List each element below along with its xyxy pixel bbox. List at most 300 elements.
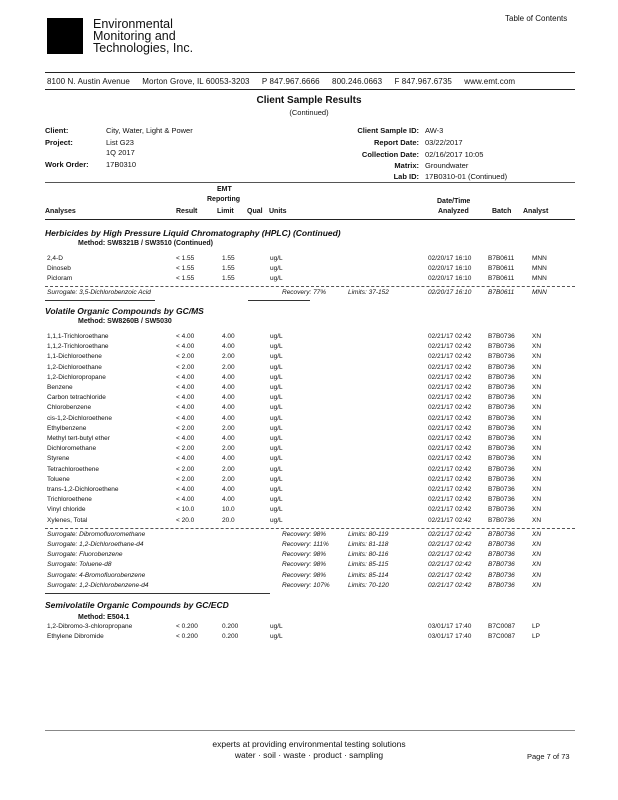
cell-analyst: XN	[532, 496, 542, 504]
cell-batch: B7B0736	[488, 343, 515, 351]
cell-analyzed: 03/01/17 17:40	[428, 623, 472, 630]
cell-limit: 1.55	[222, 255, 235, 262]
cell-limit: 10.0	[222, 506, 235, 514]
project-value-period: 1Q 2017	[106, 148, 135, 157]
cell-analysis: 1,1-Dichloroethene	[47, 353, 102, 361]
cell-limit: 4.00	[222, 496, 235, 504]
surrogate-analyzed: 02/21/17 02:42	[428, 530, 472, 538]
cell-batch: B7B0736	[488, 486, 515, 493]
cell-limit: 4.00	[222, 414, 235, 422]
col-result: Result	[176, 208, 198, 215]
cell-limit: 4.00	[222, 333, 235, 340]
surrogate-batch: B7B0611	[488, 289, 515, 296]
cell-analysis: Dichloromethane	[47, 445, 97, 453]
table-row	[0, 425, 618, 435]
cell-analyst: LP	[532, 633, 540, 640]
cell-analysis: trans-1,2-Dichloroethene	[47, 486, 119, 493]
cell-analysis: Dinoseb	[47, 265, 71, 272]
cell-units: ug/L	[270, 424, 283, 432]
cell-result: < 2.00	[176, 353, 195, 361]
cell-limit: 4.00	[222, 435, 235, 442]
section-title-volatile: Volatile Organic Compounds by GC/MS	[45, 306, 204, 316]
cell-result: < 1.55	[176, 265, 195, 272]
surrogate-analysis: Surrogate: 1,2-Dichlorobenzene-d4	[47, 581, 149, 589]
cell-result: < 4.00	[176, 333, 195, 340]
cell-result: < 4.00	[176, 435, 195, 442]
cell-result: < 4.00	[176, 384, 195, 391]
surrogate-row	[0, 572, 618, 582]
cell-units: ug/L	[270, 333, 283, 340]
surrogate-recovery: Recovery: 98%	[282, 571, 327, 579]
surrogate-batch: B7B0736	[488, 551, 515, 559]
surrogate-analysis: Surrogate: Fluorobenzene	[47, 551, 123, 559]
cell-analysis: Vinyl chloride	[47, 506, 86, 514]
address-tollfree: 800.246.0663	[332, 77, 383, 86]
cell-analyst: XN	[532, 424, 542, 432]
surrogate-row	[0, 541, 618, 551]
cell-batch: B7B0736	[488, 353, 515, 361]
cell-analyst: XN	[532, 506, 542, 514]
cell-batch: B7B0611	[488, 265, 515, 272]
surrogate-analysis: Surrogate: Dibromofluoromethane	[47, 530, 146, 538]
cell-units: ug/L	[270, 353, 283, 361]
col-datetime: Date/Time	[437, 198, 471, 205]
cell-analyzed: 02/21/17 02:42	[428, 363, 472, 371]
surrogate-limits: Limits: 37-152	[348, 289, 389, 296]
cell-units: ug/L	[270, 373, 283, 381]
footer-rule	[45, 730, 575, 731]
cell-units: ug/L	[270, 445, 283, 453]
table-row	[0, 517, 618, 527]
cell-analyzed: 02/21/17 02:42	[428, 384, 472, 391]
surrogate-analyzed: 02/21/17 02:42	[428, 561, 472, 569]
project-label: Project:	[45, 138, 73, 147]
surrogate-limits: Limits: 70-120	[348, 581, 389, 589]
col-analyzed: Analyzed	[438, 208, 469, 215]
surrogate-analysis: Surrogate: 4-Bromofluorobenzene	[47, 571, 146, 579]
cell-units: ug/L	[270, 363, 283, 371]
surrogate-limits: Limits: 80-119	[348, 530, 389, 538]
cell-limit: 4.00	[222, 486, 235, 493]
cell-analyst: XN	[532, 333, 542, 340]
cell-batch: B7B0611	[488, 255, 515, 262]
cell-limit: 0.200	[222, 623, 239, 630]
cell-analyst: XN	[532, 353, 542, 361]
collection-date-value: 02/16/2017 10:05	[425, 150, 484, 159]
cell-result: < 1.55	[176, 275, 195, 282]
company-name-line3: Technologies, Inc.	[93, 41, 194, 55]
cell-analyzed: 02/20/17 16:10	[428, 265, 472, 272]
table-row	[0, 486, 618, 496]
cell-analyst: XN	[532, 394, 542, 402]
cell-analysis: Trichloroethene	[47, 496, 92, 504]
cell-analyzed: 02/21/17 02:42	[428, 424, 472, 432]
surrogate-analyst: XN	[532, 571, 542, 579]
report-title: Client Sample Results	[256, 95, 362, 106]
client-label: Client:	[45, 126, 69, 135]
cell-result: < 2.00	[176, 475, 195, 483]
surrogate-recovery: Recovery: 111%	[282, 541, 329, 548]
cell-analyzed: 02/21/17 02:42	[428, 394, 472, 402]
table-of-contents-link[interactable]: Table of Contents	[505, 14, 568, 23]
cell-batch: B7B0736	[488, 496, 515, 504]
cell-batch: B7B0736	[488, 373, 515, 381]
cell-units: ug/L	[270, 414, 283, 422]
cell-units: ug/L	[270, 343, 283, 351]
section-title-semivolatile: Semivolatile Organic Compounds by GC/ECD	[45, 600, 229, 610]
surrogate-divider	[45, 286, 575, 287]
cell-analyzed: 02/21/17 02:42	[428, 496, 472, 504]
sample-id-value: AW-3	[425, 126, 444, 135]
cell-analyst: MNN	[532, 255, 547, 262]
cell-limit: 2.00	[222, 465, 235, 473]
cell-result: < 4.00	[176, 404, 195, 412]
col-analyses: Analyses	[45, 208, 76, 215]
cell-analysis: Chlorobenzene	[47, 404, 92, 412]
cell-analyzed: 02/21/17 02:42	[428, 353, 472, 361]
cell-limit: 1.55	[222, 275, 235, 282]
cell-result: < 4.00	[176, 373, 195, 381]
surrogate-analyzed: 02/21/17 02:42	[428, 541, 472, 548]
cell-analyst: XN	[532, 516, 542, 524]
cell-analysis: Tetrachloroethene	[47, 465, 100, 473]
cell-limit: 1.55	[222, 265, 235, 272]
address-city: Morton Grove, IL 60053-3203	[142, 77, 250, 86]
cell-analysis: 2,4-D	[47, 255, 63, 262]
table-row	[0, 333, 618, 343]
cell-units: ug/L	[270, 623, 283, 630]
surrogate-limits: Limits: 85-114	[348, 571, 389, 579]
cell-units: ug/L	[270, 275, 283, 282]
cell-result: < 4.00	[176, 414, 195, 422]
cell-analysis: Carbon tetrachloride	[47, 394, 106, 402]
col-reporting: Reporting	[207, 196, 241, 203]
cell-analyst: XN	[532, 414, 542, 422]
surrogate-recovery: Recovery: 98%	[282, 561, 327, 569]
table-row	[0, 466, 618, 476]
cell-analysis: Ethylene Dibromide	[47, 633, 104, 640]
cell-analyzed: 02/21/17 02:42	[428, 414, 472, 422]
cell-result: < 4.00	[176, 486, 195, 493]
cell-batch: B7B0736	[488, 404, 515, 412]
cell-analyst: XN	[532, 455, 542, 463]
cell-analyzed: 03/01/17 17:40	[428, 633, 472, 640]
cell-analyst: XN	[532, 363, 542, 371]
surrogate-analyzed: 02/20/17 16:10	[428, 289, 472, 296]
address-fax: F 847.967.6735	[394, 77, 452, 86]
surrogate-batch: B7B0736	[488, 581, 515, 589]
cell-result: < 1.55	[176, 255, 195, 262]
surrogate-limits: Limits: 85-115	[348, 561, 389, 569]
surrogate-analyst: XN	[532, 581, 542, 589]
table-row	[0, 275, 618, 285]
cell-units: ug/L	[270, 455, 283, 463]
matrix-value: Groundwater	[425, 161, 469, 170]
col-batch: Batch	[492, 208, 512, 215]
cell-analysis: Methyl tert-butyl ether	[47, 435, 110, 442]
report-date-value: 03/22/2017	[425, 138, 463, 147]
footer-services: water · soil · waste · product · sampling	[234, 750, 384, 760]
surrogate-recovery: Recovery: 107%	[282, 581, 330, 589]
cell-limit: 2.00	[222, 353, 235, 361]
cell-analyzed: 02/21/17 02:42	[428, 373, 472, 381]
cell-units: ug/L	[270, 496, 283, 504]
cell-batch: B7B0736	[488, 424, 515, 432]
table-row	[0, 364, 618, 374]
cell-batch: B7B0736	[488, 445, 515, 453]
cell-analyzed: 02/20/17 16:10	[428, 255, 472, 262]
cell-batch: B7B0736	[488, 465, 515, 473]
surrogate-analyzed: 02/21/17 02:42	[428, 571, 472, 579]
cell-result: < 0.200	[176, 633, 198, 640]
cell-result: < 2.00	[176, 445, 195, 453]
cell-analyzed: 02/21/17 02:42	[428, 435, 472, 442]
address-bar	[47, 77, 525, 86]
cell-analyst: XN	[532, 445, 542, 453]
cell-limit: 4.00	[222, 455, 235, 463]
table-row	[0, 343, 618, 353]
cell-batch: B7B0736	[488, 363, 515, 371]
cell-analyst: XN	[532, 435, 542, 442]
cell-units: ug/L	[270, 404, 283, 412]
surrogate-analyst: MNN	[532, 289, 547, 296]
cell-batch: B7B0736	[488, 394, 515, 402]
cell-units: ug/L	[270, 633, 283, 640]
cell-analysis: 1,2-Dichloroethane	[47, 363, 102, 371]
footer-tagline: experts at providing environmental testing solutions	[212, 739, 406, 749]
surrogate-batch: B7B0736	[488, 561, 515, 569]
cell-result: < 2.00	[176, 465, 195, 473]
cell-result: < 2.00	[176, 363, 195, 371]
cell-limit: 4.00	[222, 373, 235, 381]
cell-analyzed: 02/21/17 02:42	[428, 475, 472, 483]
cell-result: < 0.200	[176, 623, 198, 630]
cell-analyzed: 02/21/17 02:42	[428, 455, 472, 463]
surrogate-row	[0, 561, 618, 571]
col-qual: Qual	[247, 208, 263, 215]
cell-result: < 20.0	[176, 516, 195, 524]
surrogate-recovery: Recovery: 98%	[282, 530, 327, 538]
cell-units: ug/L	[270, 265, 283, 272]
cell-analyzed: 02/21/17 02:42	[428, 516, 472, 524]
surrogate-analysis: Surrogate: 3,5-Dichlorobenzoic Acid	[47, 289, 151, 296]
project-value: List G23	[106, 138, 134, 147]
cell-analyst: XN	[532, 465, 542, 473]
surrogate-recovery: Recovery: 98%	[282, 551, 327, 559]
cell-units: ug/L	[270, 475, 283, 483]
method-semivolatile: Method: E504.1	[78, 614, 130, 621]
company-name-line1: Environmental	[93, 17, 173, 31]
cell-result: < 2.00	[176, 424, 195, 432]
surrogate-analyst: XN	[532, 551, 542, 559]
report-subtitle: (Continued)	[289, 108, 329, 117]
cell-analysis: Ethylbenzene	[47, 424, 87, 432]
cell-analyst: XN	[532, 384, 542, 391]
address-street: 8100 N. Austin Avenue	[47, 77, 130, 86]
cell-analyst: XN	[532, 373, 542, 381]
section-end-line	[45, 593, 270, 594]
cell-result: < 4.00	[176, 496, 195, 504]
cell-batch: B7C0087	[488, 623, 516, 630]
cell-analyst: MNN	[532, 265, 547, 272]
table-row	[0, 374, 618, 384]
cell-analyst: MNN	[532, 275, 547, 282]
cell-batch: B7B0736	[488, 506, 515, 514]
method-volatile: Method: SW8260B / SW5030	[78, 318, 172, 325]
cell-analyst: LP	[532, 623, 540, 630]
cell-analyst: XN	[532, 486, 542, 493]
table-row	[0, 445, 618, 455]
cell-limit: 2.00	[222, 363, 235, 371]
sample-id-label: Client Sample ID:	[357, 126, 419, 135]
cell-analyzed: 02/21/17 02:42	[428, 343, 472, 351]
cell-analyzed: 02/20/17 16:10	[428, 275, 472, 282]
matrix-label: Matrix:	[394, 161, 419, 170]
page-number: Page 7 of 73	[527, 752, 570, 761]
cell-batch: B7B0736	[488, 333, 515, 340]
cell-analyzed: 02/21/17 02:42	[428, 445, 472, 453]
table-row	[0, 623, 618, 633]
cell-analysis: cis-1,2-Dichloroethene	[47, 414, 113, 422]
cell-analysis: Toluene	[47, 475, 70, 483]
table-row	[0, 455, 618, 465]
cell-units: ug/L	[270, 465, 283, 473]
surrogate-divider	[45, 528, 575, 529]
table-row	[0, 435, 618, 445]
cell-limit: 4.00	[222, 394, 235, 402]
cell-result: < 4.00	[176, 455, 195, 463]
cell-limit: 2.00	[222, 475, 235, 483]
method-herbicides: Method: SW8321B / SW3510 (Continued)	[78, 240, 213, 247]
cell-analyzed: 02/21/17 02:42	[428, 465, 472, 473]
surrogate-recovery: Recovery: 77%	[282, 289, 327, 296]
surrogate-analyzed: 02/21/17 02:42	[428, 581, 472, 589]
surrogate-batch: B7B0736	[488, 530, 515, 538]
lab-id-label: Lab ID:	[393, 172, 419, 181]
cell-result: < 4.00	[176, 394, 195, 402]
section-end-line	[248, 300, 310, 301]
section-title-herbicides: Herbicides by High Pressure Liquid Chromatography (HPLC) (Continued)	[45, 228, 341, 238]
table-row	[0, 384, 618, 394]
surrogate-limits: Limits: 81-118	[348, 541, 389, 548]
cell-units: ug/L	[270, 486, 283, 493]
surrogate-analyst: XN	[532, 541, 542, 548]
cell-analyzed: 02/21/17 02:42	[428, 506, 472, 514]
cell-units: ug/L	[270, 516, 283, 524]
address-rule	[45, 89, 575, 90]
lab-id-value: 17B0310-01 (Continued)	[425, 172, 508, 181]
table-row	[0, 476, 618, 486]
table-row	[0, 353, 618, 363]
company-logo	[47, 18, 83, 54]
table-row	[0, 255, 618, 265]
cell-limit: 2.00	[222, 424, 235, 432]
table-row	[0, 415, 618, 425]
cell-limit: 4.00	[222, 404, 235, 412]
cell-units: ug/L	[270, 255, 283, 262]
company-name-line2: Monitoring and	[93, 29, 176, 43]
column-header-rule	[45, 219, 575, 220]
cell-units: ug/L	[270, 435, 283, 442]
cell-analyzed: 02/21/17 02:42	[428, 486, 472, 493]
cell-batch: B7B0736	[488, 435, 515, 442]
collection-date-label: Collection Date:	[361, 150, 419, 159]
cell-result: < 10.0	[176, 506, 195, 514]
cell-analysis: 1,1,1-Trichloroethane	[47, 333, 109, 340]
table-row	[0, 633, 618, 643]
surrogate-row	[0, 289, 618, 299]
table-row	[0, 404, 618, 414]
table-row	[0, 506, 618, 516]
cell-batch: B7B0611	[488, 275, 515, 282]
surrogate-analysis: Surrogate: Toluene-d8	[47, 561, 112, 569]
surrogate-row	[0, 582, 618, 592]
cell-analyzed: 02/21/17 02:42	[428, 404, 472, 412]
table-row	[0, 394, 618, 404]
cell-batch: B7B0736	[488, 516, 515, 524]
col-units: Units	[269, 208, 287, 215]
cell-analyst: XN	[532, 475, 542, 483]
cell-analysis: Picloram	[47, 275, 73, 282]
company-name	[93, 18, 193, 54]
table-row	[0, 265, 618, 275]
cell-analysis: Styrene	[47, 455, 70, 463]
info-rule	[45, 182, 575, 183]
cell-analyst: XN	[532, 343, 542, 351]
cell-analyzed: 02/21/17 02:42	[428, 333, 472, 340]
cell-units: ug/L	[270, 384, 283, 391]
cell-analysis: Xylenes, Total	[47, 516, 88, 524]
surrogate-batch: B7B0736	[488, 571, 515, 579]
cell-limit: 4.00	[222, 343, 235, 351]
surrogate-row	[0, 531, 618, 541]
cell-analysis: 1,1,2-Trichloroethane	[47, 343, 109, 351]
surrogate-limits: Limits: 80-116	[348, 551, 389, 559]
cell-batch: B7B0736	[488, 475, 515, 483]
work-order-value: 17B0310	[106, 160, 137, 169]
cell-analysis: 1,2-Dibromo-3-chloropropane	[47, 623, 133, 630]
cell-analysis: 1,2-Dichloropropane	[47, 373, 106, 381]
cell-limit: 4.00	[222, 384, 235, 391]
client-value: City, Water, Light & Power	[106, 126, 193, 135]
cell-limit: 20.0	[222, 516, 235, 524]
cell-batch: B7B0736	[488, 384, 515, 391]
cell-batch: B7C0087	[488, 633, 516, 640]
cell-batch: B7B0736	[488, 455, 515, 463]
col-emt: EMT	[217, 186, 232, 193]
section-end-line	[45, 300, 155, 301]
cell-analyst: XN	[532, 404, 542, 412]
surrogate-batch: B7B0736	[488, 541, 515, 548]
cell-limit: 2.00	[222, 445, 235, 453]
address-web: www.emt.com	[464, 77, 516, 86]
surrogate-analyst: XN	[532, 561, 542, 569]
address-phone: P 847.967.6666	[261, 77, 320, 86]
cell-units: ug/L	[270, 506, 283, 514]
surrogate-analyzed: 02/21/17 02:42	[428, 551, 472, 559]
cell-analysis: Benzene	[47, 384, 73, 391]
surrogate-analysis: Surrogate: 1,2-Dichloroethane-d4	[47, 541, 144, 548]
cell-batch: B7B0736	[488, 414, 515, 422]
surrogate-analyst: XN	[532, 530, 542, 538]
col-limit: Limit	[217, 208, 234, 215]
report-date-label: Report Date:	[373, 138, 419, 147]
cell-units: ug/L	[270, 394, 283, 402]
col-analyst: Analyst	[523, 208, 549, 215]
cell-result: < 4.00	[176, 343, 195, 351]
cell-limit: 0.200	[222, 633, 239, 640]
surrogate-row	[0, 551, 618, 561]
